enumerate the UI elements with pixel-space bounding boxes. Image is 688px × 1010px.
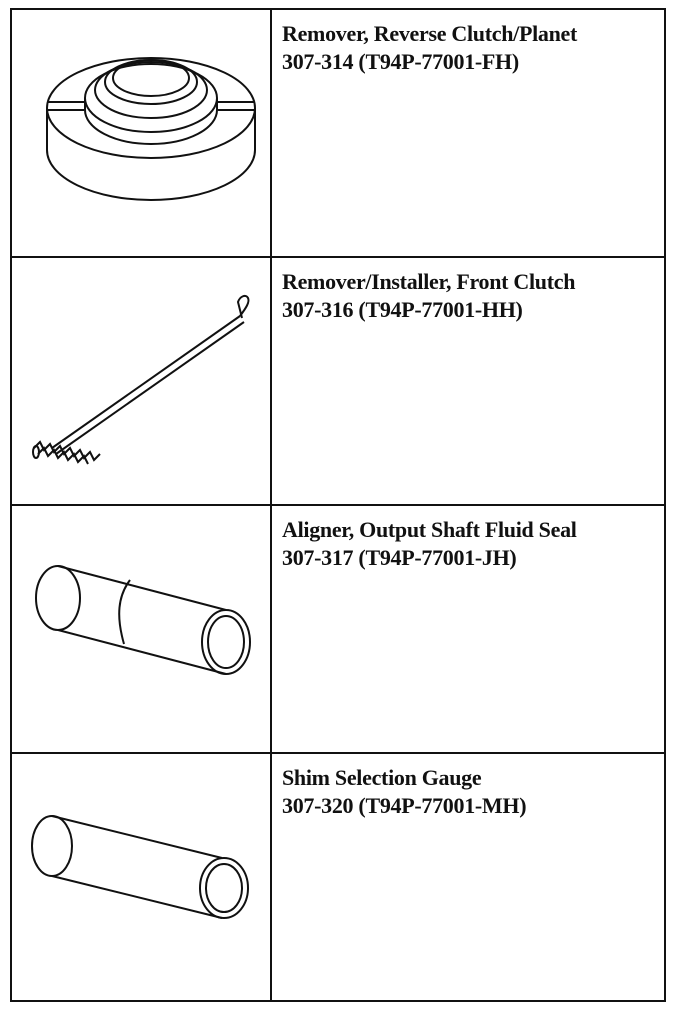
table-row bbox=[12, 754, 664, 1000]
table-row bbox=[12, 506, 664, 754]
tool-number: 307-316 (T94P-77001-HH) bbox=[282, 297, 523, 322]
table-row bbox=[12, 258, 664, 506]
ring-remover-icon bbox=[12, 10, 270, 256]
tool-name: Remover, Reverse Clutch/Planet bbox=[282, 21, 578, 46]
gauge-tube-icon bbox=[12, 754, 270, 1000]
tool-number: 307-314 (T94P-77001-FH) bbox=[282, 49, 519, 74]
tool-image-cell bbox=[12, 258, 272, 504]
tool-number: 307-317 (T94P-77001-JH) bbox=[282, 545, 517, 570]
tool-image-cell bbox=[12, 506, 272, 752]
tool-image-cell bbox=[12, 10, 272, 256]
tool-name: Aligner, Output Shaft Fluid Seal bbox=[282, 517, 577, 542]
seal-aligner-icon bbox=[12, 506, 270, 752]
tool-number: 307-320 (T94P-77001-MH) bbox=[282, 793, 527, 818]
tool-name: Remover/Installer, Front Clutch bbox=[282, 269, 576, 294]
tool-description bbox=[282, 20, 656, 76]
table-row bbox=[12, 10, 664, 258]
tool-description bbox=[282, 268, 656, 324]
threaded-rod-icon bbox=[12, 258, 270, 504]
tool-name: Shim Selection Gauge bbox=[282, 765, 482, 790]
tool-description bbox=[282, 516, 656, 572]
tool-description bbox=[282, 764, 656, 820]
tool-image-cell bbox=[12, 754, 272, 1000]
special-tools-table bbox=[10, 8, 666, 1002]
